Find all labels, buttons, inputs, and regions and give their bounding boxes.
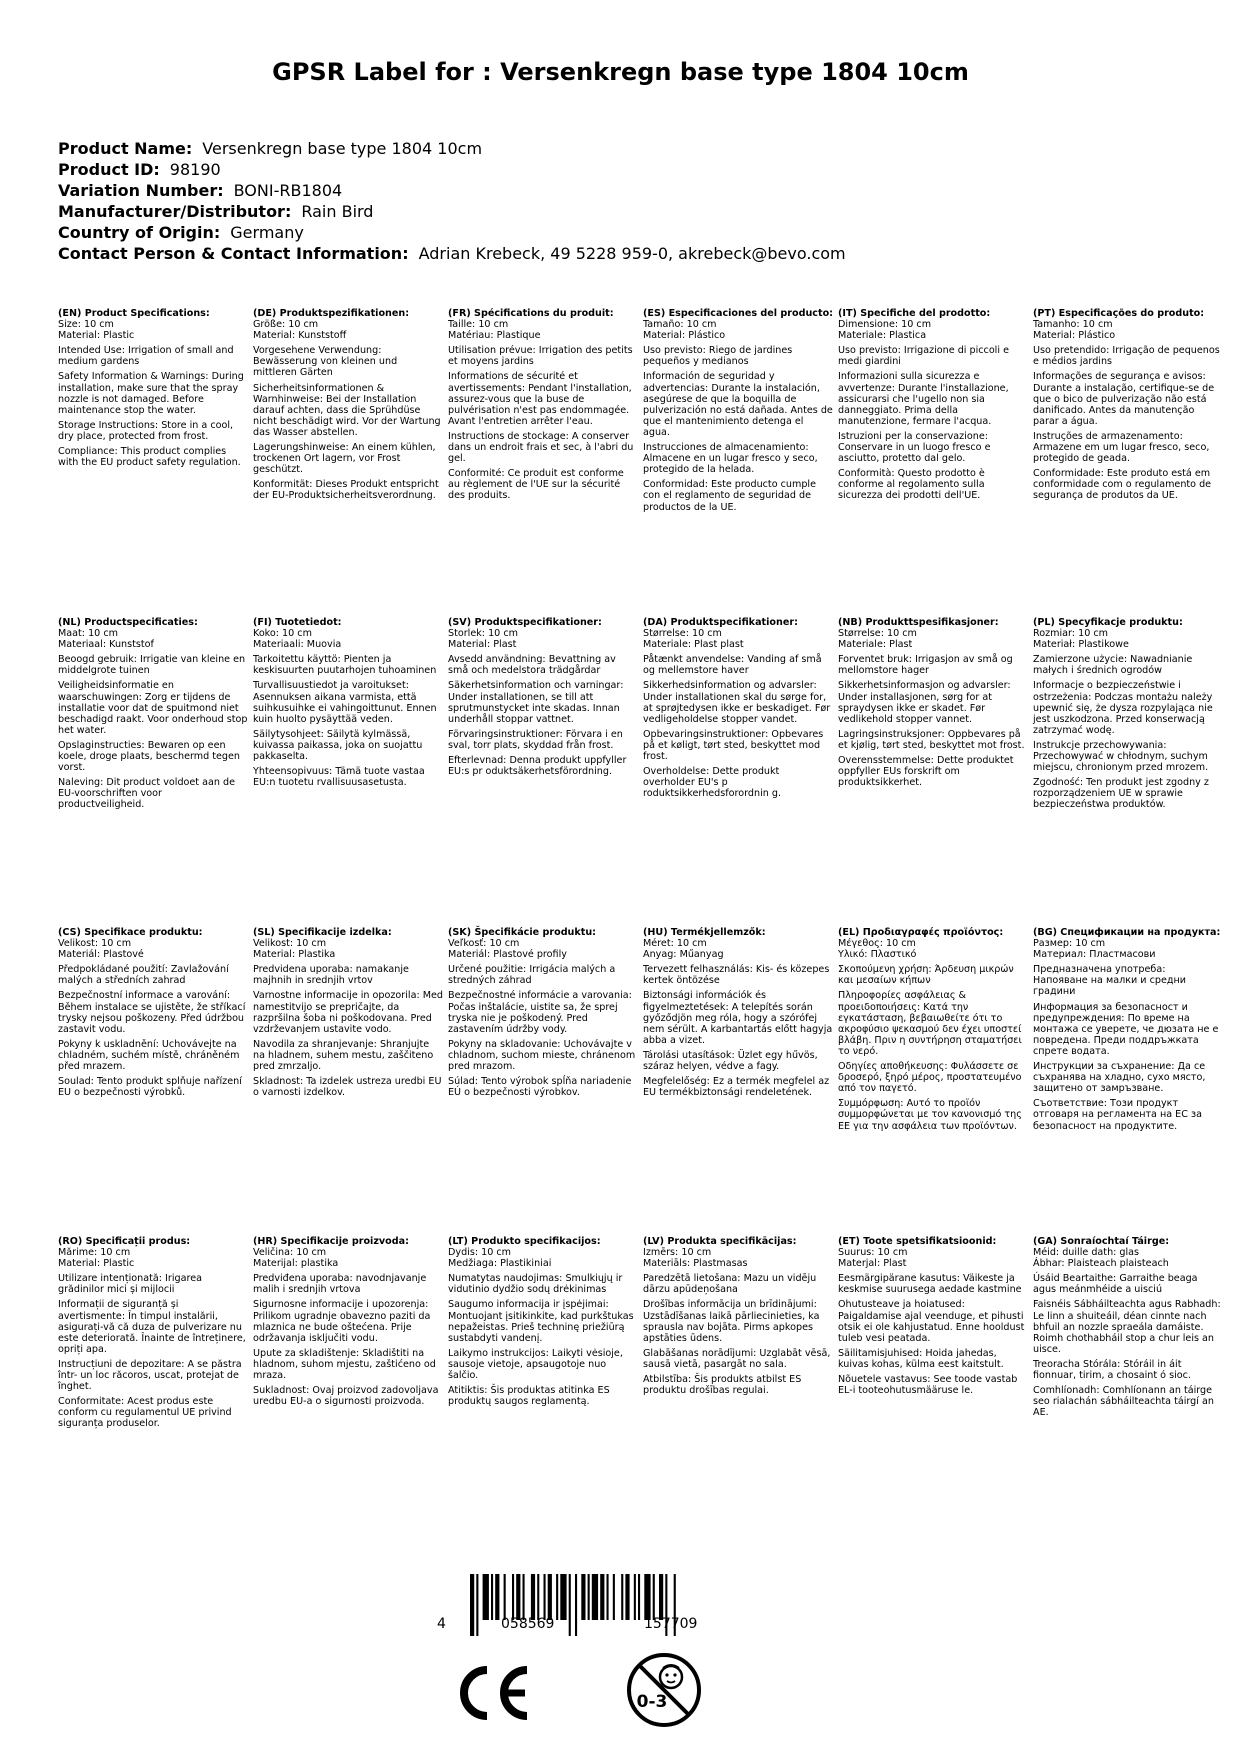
product-info-label: Product Name: <box>58 139 193 158</box>
spec-line: Materiale: Plastica <box>838 330 927 342</box>
spec-line: Opbevaringsinstruktioner: Opbevares på et køligt, tørt sted, beskyttet mod frost. <box>643 728 824 763</box>
barcode-digits-mid: 058569 <box>501 1616 555 1632</box>
spec-line: Storlek: 10 cm <box>448 628 518 640</box>
spec-line: Navodila za shranjevanje: Shranjujte na hladnem, suhem mestu, zaščiteno pred zmrzaljo. <box>253 1038 434 1073</box>
spec-heading: (FR) Spécifications du produit: <box>448 308 614 319</box>
spec-block <box>58 1236 248 1430</box>
spec-line: Säkerhetsinformation och varningar: Under installationen, se till att sprutmunstycket inte skadas. Innan underhåll stoppar vattnet. <box>448 680 624 725</box>
spec-block <box>253 1236 443 1407</box>
spec-line: Koko: 10 cm <box>253 628 312 640</box>
spec-line: Μέγεθος: 10 cm <box>838 938 916 950</box>
barcode-bar <box>621 1574 623 1620</box>
spec-line: Sukladnost: Ovaj proizvod zadovoljava uredbu EU-a o sigurnosti proizvoda. <box>253 1385 439 1408</box>
spec-line: Påtænkt anvendelse: Vanding af små og mellemstore haver <box>643 654 822 677</box>
product-info-value: Adrian Krebeck, 49 5228 959-0, akrebeck@bevo.com <box>418 244 846 263</box>
spec-line: Overensstemmelse: Dette produktet oppfyller EUs forskrift om produktsikkerhet. <box>838 755 1014 789</box>
barcode-digits-right: 157709 <box>644 1616 698 1632</box>
spec-line: Beoogd gebruik: Irrigatie van kleine en middelgrote tuinen <box>58 654 246 677</box>
spec-block <box>643 1236 833 1396</box>
spec-line: Treoracha Stórála: Stóráil in áit fionnuar, tirim, a chosaint ó sioc. <box>1033 1358 1191 1382</box>
age-warning-icon <box>625 1651 703 1729</box>
spec-line: Veličina: 10 cm <box>253 1247 327 1259</box>
spec-line: Instructions de stockage: A conserver dans un endroit frais et sec, à l'abri du gel. <box>448 430 634 465</box>
spec-block <box>448 1236 638 1407</box>
barcode-bar <box>625 1574 629 1620</box>
spec-line: Zgodność: Ten produkt jest zgodny z rozporządzeniem UE w sprawie bezpieczeństwa produktów. <box>1033 777 1209 811</box>
spec-line: Velikost: 10 cm <box>58 938 132 950</box>
spec-line: Avsedd användning: Bevattning av små och medelstora trädgårdar <box>448 654 616 677</box>
spec-line: Material: Plastic <box>58 1258 135 1270</box>
spec-line: Ábhar: Plaisteach plaisteach <box>1033 1258 1169 1270</box>
spec-block <box>58 927 248 1098</box>
spec-heading: (LT) Produkto specifikacijos: <box>448 1236 601 1247</box>
barcode-bar <box>544 1574 546 1620</box>
spec-line: Dydis: 10 cm <box>448 1247 511 1259</box>
barcode-bar <box>476 1574 478 1636</box>
spec-line: Información de seguridad y advertencias: Durante la instalación, asegúrese de que la boquilla de pulverización no está dañada. Antes de que el mantenimiento detenga el agua. <box>643 371 833 438</box>
spec-block <box>58 617 248 811</box>
ce-mark-icon <box>452 1662 532 1724</box>
spec-line: Bezpečnostné informácie a varovania: Počas inštalácie, uistite sa, že sprej tryska nie je poškodený. Pred zastavením údržby vody. <box>448 990 632 1035</box>
spec-heading: (GA) Sonraíochtaí Táirge: <box>1033 1236 1170 1247</box>
spec-line: Materiāls: Plastmasas <box>643 1258 748 1270</box>
spec-line: Informações de segurança e avisos: Durante a instalação, certifique-se de que o bico de pulverização não está danificado. Antes da manutenção parar a água. <box>1033 371 1215 427</box>
spec-line: Οδηγίες αποθήκευσης: Φυλάσσετε σε δροσερό, ξηρό μέρος, προστατευμένο από τον παγετό. <box>838 1061 1022 1095</box>
spec-line: Material: Kunststoff <box>253 330 347 342</box>
spec-line: Utilizare intenționată: Irigarea grădinilor mici și mijlocii <box>58 1273 202 1296</box>
spec-line: Drošības informācija un brīdinājumi: Uzstādīšanas laikā pārliecinieties, ka sprausla nav bojāta. Pirms apkopes apstāties ūdens. <box>643 1299 820 1344</box>
spec-heading: (IT) Specifiche del prodotto: <box>838 308 991 319</box>
spec-line: Storage Instructions: Store in a cool, dry place, protected from frost. <box>58 419 234 442</box>
spec-line: Größe: 10 cm <box>253 319 319 331</box>
product-info-label: Variation Number: <box>58 181 224 200</box>
spec-line: Tárolási utasítások: Üzlet egy hűvös, száraz helyen, védve a fagy. <box>643 1049 818 1073</box>
spec-line: Biztonsági információk és figyelmeztetések: A telepítés során győződjön meg róla, hogy a szórófej nem sérült. A karbantartás előtt hagyja abba a vizet. <box>643 990 833 1046</box>
spec-line: Materjal: Plast <box>838 1258 907 1270</box>
spec-line: Съответствие: Този продукт отговаря на регламента на ЕС за безопасност на продуктите. <box>1033 1098 1202 1132</box>
spec-line: Tamaño: 10 cm <box>643 319 717 331</box>
product-info-value: Germany <box>230 223 304 242</box>
spec-line: Material: Plástico <box>1033 330 1116 342</box>
spec-line: Veiligheidsinformatie en waarschuwingen: Zorg er tijdens de installatie voor dat de spuitmond niet beschadigd raakt. Voor onderhoud stop het water. <box>58 680 248 736</box>
spec-heading: (HU) Termékjellemzők: <box>643 927 766 938</box>
spec-block <box>253 308 443 502</box>
spec-block <box>448 927 638 1098</box>
spec-line: Sikkerhedsinformation og advarsler: Under installationen skal du sørge for, at sprøjtedysen ikke er beskadiget. Før vedligeholdelse stopper vandet. <box>643 680 831 725</box>
spec-line: Material: Plástico <box>643 330 726 342</box>
spec-line: Varnostne informacije in opozorila: Med namestitvijo se prepričajte, da razpršilna šoba ni poškodovana. Pred vzdrževanjem ustavite vodo. <box>253 990 444 1035</box>
spec-line: Numatytas naudojimas: Smulkiųjų ir vidutinio dydžio sodų drėkinimas <box>448 1273 623 1296</box>
spec-line: Pokyny k uskladnění: Uchovávejte na chladném, suchém místě, chráněném před mrazem. <box>58 1038 240 1073</box>
spec-line: Tarkoitettu käyttö: Pienten ja keskisuurten puutarhojen tuhoaminen <box>253 654 437 677</box>
barcode-bar <box>638 1574 640 1620</box>
barcode-bar <box>483 1574 489 1620</box>
barcode-bar <box>569 1574 571 1636</box>
spec-line: Size: 10 cm <box>58 319 114 331</box>
spec-line: Размер: 10 cm <box>1033 938 1106 950</box>
spec-line: Συμμόρφωση: Αυτό το προϊόν συμμορφώνεται με τον κανονισμό της ΕΕ για την ασφάλεια των προϊόντων. <box>838 1098 1022 1132</box>
spec-line: Určené použitie: Irrigácia malých a stredných záhrad <box>448 964 616 987</box>
spec-heading: (EN) Product Specifications: <box>58 308 210 319</box>
spec-line: Dimensione: 10 cm <box>838 319 932 331</box>
spec-line: Инструкции за съхранение: Да се съхранява на хладно, сухо място, защитено от замръзване. <box>1033 1061 1206 1095</box>
spec-line: Taille: 10 cm <box>448 319 509 331</box>
spec-line: Instrukcje przechowywania: Przechowywać w chłodnym, suchym miejscu, chronionym przed mrozem. <box>1033 739 1209 774</box>
spec-line: Suurus: 10 cm <box>838 1247 908 1259</box>
spec-heading: (FI) Tuotetiedot: <box>253 617 342 628</box>
spec-line: Nõuetele vastavus: See toode vastab EL-i tooteohutusmääruse le. <box>838 1374 1018 1397</box>
spec-line: Predviđena uporaba: navodnjavanje malih i srednjih vrtova <box>253 1273 427 1296</box>
barcode-bar <box>556 1574 558 1620</box>
spec-line: Safety Information & Warnings: During installation, make sure that the spray nozzle is not damaged. Before maintenance stop the water. <box>58 371 244 416</box>
barcode-bar <box>523 1574 525 1620</box>
spec-line: Bezpečnostní informace a varování: Během instalace se ujistěte, že stříkací trysky nejsou poškozeny. Před údržbou zastavit vodu. <box>58 990 246 1035</box>
spec-block <box>643 927 833 1098</box>
spec-line: Izmērs: 10 cm <box>643 1247 712 1259</box>
spec-heading: (NL) Productspecificaties: <box>58 617 198 628</box>
spec-line: Laikymo instrukcijos: Laikyti vėsioje, sausoje vietoje, apsaugotoje nuo šalčio. <box>448 1347 623 1382</box>
spec-block <box>1033 308 1223 502</box>
spec-line: Materiál: Plastové profily <box>448 949 567 961</box>
spec-line: Informacje o bezpieczeństwie i ostrzeżenia: Podczas montażu należy upewnić się, że dysza rozpylająca nie jest uszkodzona. Przed konserwacją zatrzymać wodę. <box>1033 680 1213 736</box>
barcode-bar <box>575 1574 577 1636</box>
spec-line: Informations de sécurité et avertissements: Pendant l'installation, assurez-vous que la buse de pulvérisation n'est pas endommagée. Avant l'entretien arrêter l'eau. <box>448 371 632 427</box>
spec-line: Comhlíonadh: Comhlíonann an táirge seo rialachán sábháilteachta táirgí an AE. <box>1033 1385 1214 1419</box>
spec-line: Säilitamisjuhised: Hoida jahedas, kuivas kohas, külma eest kaitstult. <box>838 1347 1004 1370</box>
spec-line: Naleving: Dit product voldoet aan de EU-voorschriften voor productveiligheid. <box>58 777 235 811</box>
spec-line: Úsáid Beartaithe: Garraithe beaga agus meánmhéide a uisciú <box>1033 1273 1198 1296</box>
spec-line: Vorgesehene Verwendung: Bewässerung von kleinen und mittleren Gärten <box>253 345 398 379</box>
spec-line: Informazioni sulla sicurezza e avvertenze: Durante l'installazione, assicurarsi che l'ugello non sia danneggiato. Prima della manutenzione, fermare l'acqua. <box>838 371 1009 427</box>
spec-line: Säilytysohjeet: Säilytä kylmässä, kuivassa paikassa, joka on suojattu pakkaselta. <box>253 728 423 763</box>
barcode-bar <box>470 1574 474 1636</box>
spec-line: Материал: Пластмасови <box>1033 949 1156 961</box>
barcode-bar <box>613 1574 615 1620</box>
product-info-value: Versenkregn base type 1804 10cm <box>202 139 483 158</box>
barcode-bar <box>644 1574 650 1620</box>
spec-line: Yhteensopivuus: Tämä tuote vastaa EU:n tuotetu rvallisuusasetusta. <box>253 766 425 789</box>
spec-heading: (NB) Produkttspesifikasjoner: <box>838 617 999 628</box>
spec-line: Paredzētā lietošana: Mazu un vidēju dārzu apūdeņošana <box>643 1273 817 1296</box>
spec-line: Istruzioni per la conservazione: Conservare in un luogo fresco e asciutto, protetto dal gelo. <box>838 430 991 465</box>
spec-block <box>838 1236 1028 1396</box>
spec-line: Tamanho: 10 cm <box>1033 319 1113 331</box>
spec-line: Uso previsto: Riego de jardines pequeños y medianos <box>643 345 793 368</box>
spec-block <box>253 617 443 788</box>
spec-line: Anyag: Műanyag <box>643 949 724 961</box>
spec-block <box>643 308 833 513</box>
spec-line: Utilisation prévue: Irrigation des petits et moyens jardins <box>448 345 633 368</box>
spec-line: Mărime: 10 cm <box>58 1247 131 1259</box>
barcode-bar <box>600 1574 604 1620</box>
spec-heading: (RO) Specificații produs: <box>58 1236 191 1247</box>
spec-line: Opslaginstructies: Bewaren op een koele, droge plaats, beschermd tegen vorst. <box>58 739 241 774</box>
spec-line: Méid: duille dath: glas <box>1033 1247 1140 1259</box>
spec-line: Material: Plastic <box>58 330 135 342</box>
spec-block <box>1033 927 1223 1132</box>
spec-block <box>838 617 1028 788</box>
spec-line: Materiaal: Kunststof <box>58 639 154 651</box>
spec-line: Compliance: This product complies with the EU product safety regulation. <box>58 446 241 469</box>
spec-line: Megfelelőség: Ez a termék megfelel az EU termékbiztonsági rendeletének. <box>643 1076 830 1099</box>
spec-line: Conformitate: Acest produs este conform cu regulamentul UE privind siguranța produselor. <box>58 1396 232 1430</box>
spec-block <box>838 308 1028 502</box>
barcode-bar <box>491 1574 493 1620</box>
spec-line: Predvidena uporaba: namakanje majhnih in srednjih vrtov <box>253 964 409 987</box>
spec-line: Uso previsto: Irrigazione di piccoli e medi giardini <box>838 345 1009 368</box>
spec-line: Uso pretendido: Irrigação de pequenos e médios jardins <box>1033 345 1220 368</box>
spec-line: Upute za skladištenje: Skladištiti na hladnom, suhom mjestu, zaštićeno od mraza. <box>253 1347 436 1382</box>
spec-block <box>253 927 443 1098</box>
barcode-bar <box>581 1574 585 1620</box>
spec-line: Veľkosť: 10 cm <box>448 938 520 950</box>
spec-line: Materiál: Plastové <box>58 949 144 961</box>
product-info-label: Country of Origin: <box>58 223 221 242</box>
spec-line: Saugumo informacija ir įspėjimai: Montuojant įsitikinkite, kad purkštukas nepažeistas. Prieš techninę priežiūrą sustabdyti vandenį. <box>448 1299 634 1344</box>
spec-line: Materiale: Plast plast <box>643 639 744 651</box>
barcode-bar <box>588 1574 590 1620</box>
spec-line: Sikkerhetsinformasjon og advarsler: Under installasjonen, sørg for at spraydysen ikke er skadet. Før vedlikehold stopper vannet. <box>838 680 1011 725</box>
spec-heading: (CS) Specifikace produktu: <box>58 927 203 938</box>
spec-line: Υλικό: Πλαστικό <box>838 949 917 961</box>
spec-line: Informații de siguranță și avertismente: În timpul instalării, asigurați-vă că duza de pulverizare nu este deteriorată. Înainte de întreținere, opriți apa. <box>58 1299 246 1355</box>
spec-line: Material: Plast <box>448 639 517 651</box>
spec-heading: (SK) Špecifikácie produktu: <box>448 927 597 938</box>
spec-block <box>1033 1236 1223 1418</box>
spec-line: Instruções de armazenamento: Armazene em um lugar fresco, seco, protegido de geada. <box>1033 430 1210 465</box>
spec-line: Eesmärgipärane kasutus: Väikeste ja keskmise suurusega aedade kastmine <box>838 1273 1022 1296</box>
spec-line: Instrucțiuni de depozitare: A se păstra într- un loc răcoros, uscat, protejat de înghet. <box>58 1358 242 1393</box>
spec-line: Turvallisuustiedot ja varoitukset: Asennuksen aikana varmista, että suihkusuihke ei vahingoittunut. Ennen kuin huolto pysäyttää veden. <box>253 680 437 725</box>
barcode-bar <box>560 1574 566 1620</box>
barcode-bar <box>659 1574 663 1620</box>
spec-line: Rozmiar: 10 cm <box>1033 628 1108 640</box>
spec-line: Forventet bruk: Irrigasjon av små og mellomstore hager <box>838 654 1013 677</box>
spec-line: Konformität: Dieses Produkt entspricht der EU-Produktsicherheitsverordnung. <box>253 479 439 502</box>
spec-block <box>643 617 833 799</box>
barcode-bar <box>537 1574 539 1620</box>
spec-line: Maat: 10 cm <box>58 628 118 640</box>
spec-line: Förvaringsinstruktioner: Förvara i en sval, torr plats, skyddad från frost. <box>448 728 623 751</box>
spec-line: Sicherheitsinformationen & Warnhinweise: Bei der Installation darauf achten, dass die Sprühdüse nicht beschädigt wird. Vor der Wartung das Wasser abstellen. <box>253 382 441 438</box>
spec-line: Conformité: Ce produit est conforme au règlement de l'UE sur la sécurité des produits. <box>448 468 624 502</box>
product-info-label: Contact Person & Contact Information: <box>58 244 409 263</box>
spec-block <box>58 308 248 468</box>
spec-heading: (ET) Toote spetsifikatsioonid: <box>838 1236 997 1247</box>
barcode-bar <box>548 1574 552 1620</box>
spec-line: Efterlevnad: Denna produkt uppfyller EU:s pr oduktsäkerhetsförordning. <box>448 755 627 778</box>
spec-line: Soulad: Tento produkt splňuje nařízení EU o bezpečnosti výrobků. <box>58 1076 242 1099</box>
spec-heading: (PT) Especificações do produto: <box>1033 308 1205 319</box>
spec-line: Instrucciones de almacenamiento: Almacene en un lugar fresco y seco, protegido de la helada. <box>643 442 818 476</box>
spec-heading: (BG) Спецификации на продукта: <box>1033 927 1221 938</box>
spec-block <box>838 927 1028 1132</box>
spec-line: Glabāšanas norādījumi: Uzglabāt vēsā, sausā vietā, pasargāt no sala. <box>643 1347 831 1370</box>
spec-line: Sigurnosne informacije i upozorenja: Prilikom ugradnje obavezno paziti da mlaznica ne bude oštećena. Prije održavanja isključiti vodu. <box>253 1299 431 1344</box>
spec-line: Medžiaga: Plastikiniai <box>448 1258 552 1270</box>
spec-line: Conformidad: Este producto cumple con el reglamento de seguridad de productos de la UE. <box>643 479 816 513</box>
spec-block <box>448 617 638 777</box>
spec-heading: (SL) Specifikacije izdelka: <box>253 927 392 938</box>
spec-line: Méret: 10 cm <box>643 938 707 950</box>
spec-line: Предназначена употреба: Напояване на малки и средни градини <box>1033 964 1186 998</box>
spec-line: Předpokládané použití: Zavlažování malých a středních zahrad <box>58 964 229 987</box>
spec-line: Material: Plastika <box>253 949 336 961</box>
spec-heading: (HR) Specifikacije proizvoda: <box>253 1236 409 1247</box>
spec-line: Intended Use: Irrigation of small and medium gardens <box>58 345 234 368</box>
product-info-value: BONI-RB1804 <box>233 181 343 200</box>
barcode-bar <box>653 1574 655 1620</box>
spec-line: Størrelse: 10 cm <box>838 628 917 640</box>
spec-line: Tervezett felhasználás: Kis- és közepes kertek öntözése <box>643 964 830 987</box>
spec-block <box>448 308 638 502</box>
spec-heading: (ES) Especificaciones del producto: <box>643 308 834 319</box>
product-info-label: Product ID: <box>58 160 160 179</box>
spec-line: Matériau: Plastique <box>448 330 541 342</box>
spec-line: Zamierzone użycie: Nawadnianie małych i średnich ogrodów <box>1033 654 1193 677</box>
spec-heading: (LV) Produkta specifikācijas: <box>643 1236 797 1247</box>
spec-heading: (EL) Προδιαγραφές προϊόντος: <box>838 927 1004 938</box>
spec-line: Overholdelse: Dette produkt overholder EU's p roduktsikkerhedsforordnin g. <box>643 766 782 800</box>
product-info-label: Manufacturer/Distributor: <box>58 202 292 221</box>
spec-line: Lagringsinstruksjoner: Oppbevares på et kjølig, tørt sted, beskyttet mot frost. <box>838 728 1025 751</box>
spec-heading: (SV) Produktspecifikationer: <box>448 617 602 628</box>
barcode-bar <box>531 1574 535 1620</box>
spec-line: Velikost: 10 cm <box>253 938 327 950</box>
page-title: GPSR Label for : Versenkregn base type 1804 10cm <box>272 58 969 86</box>
spec-line: Atbilstība: Šis produkts atbilst ES produktu drošības regulai. <box>643 1374 802 1397</box>
spec-line: Materijal: plastika <box>253 1258 339 1270</box>
spec-line: Materiał: Plastikowe <box>1033 639 1129 651</box>
age-label: 0-3 <box>636 1692 668 1712</box>
spec-line: Pokyny na skladovanie: Uchovávajte v chladnom, suchom mieste, chránenom pred mrazom. <box>448 1038 636 1073</box>
barcode-bar <box>592 1574 598 1620</box>
barcode-bar <box>634 1574 636 1620</box>
spec-line: Информация за безопасност и предупреждения: По време на монтажа се уверете, че дюзата не е повредена. Преди поддръжката спрете водата. <box>1033 1001 1219 1057</box>
spec-line: Lagerungshinweise: An einem kühlen, trockenen Ort lagern, vor Frost geschützt. <box>253 442 436 476</box>
barcode-digits-left: 4 <box>437 1616 446 1632</box>
spec-heading: (DE) Produktspezifikationen: <box>253 308 410 319</box>
spec-line: Materiale: Plast <box>838 639 913 651</box>
product-info-value: Rain Bird <box>301 202 374 221</box>
spec-line: Faisnéis Sábháilteachta agus Rabhadh: Le linn a shuiteáil, déan cinnte nach bhfuil an nozzle spraeála damáiste. Roimh chothabháil stop a chur leis an uisce. <box>1033 1299 1221 1355</box>
spec-block <box>1033 617 1223 811</box>
product-info-value: 98190 <box>169 160 221 179</box>
spec-line: Conformità: Questo prodotto è conforme al regolamento sulla sicurezza dei prodotti dell'UE. <box>838 468 985 502</box>
spec-line: Ohutusteave ja hoiatused: Paigaldamise ajal veenduge, et pihusti otsik ei ole kahjustatud. Enne hooldust tuleb vesi peatada. <box>838 1299 1025 1344</box>
spec-line: Σκοπούμενη χρήση: Άρδευση μικρών και μεσαίων κήπων <box>838 964 1014 987</box>
spec-line: Conformidade: Este produto está em conformidade com o regulamento de segurança de produtos da UE. <box>1033 468 1212 502</box>
barcode-bar <box>607 1574 609 1620</box>
barcode-bar <box>495 1574 499 1620</box>
spec-line: Súlad: Tento výrobok spĺňa nariadenie EÚ o bezpečnosti výrobkov. <box>448 1076 632 1099</box>
spec-line: Størrelse: 10 cm <box>643 628 722 640</box>
spec-heading: (DA) Produktspecifikationer: <box>643 617 798 628</box>
barcode-bar <box>516 1574 520 1620</box>
barcode-bar <box>504 1574 506 1620</box>
spec-line: Materiaali: Muovia <box>253 639 342 651</box>
spec-line: Skladnost: Ta izdelek ustreza uredbi EU o varnosti izdelkov. <box>253 1076 442 1099</box>
spec-heading: (PL) Specyfikacje produktu: <box>1033 617 1183 628</box>
barcode-bar <box>512 1574 514 1620</box>
spec-line: Πληροφορίες ασφάλειας & προειδοποιήσεις: Κατά την εγκατάσταση, βεβαιωθείτε ότι το ακροφύσιο ψεκασμού δεν έχει υποστεί βλάβη. Πριν η συντήρηση σταματήσει το νερό. <box>838 990 1022 1057</box>
spec-line: Atitiktis: Šis produktas atitinka ES produktų saugos reglamentą. <box>448 1385 610 1408</box>
